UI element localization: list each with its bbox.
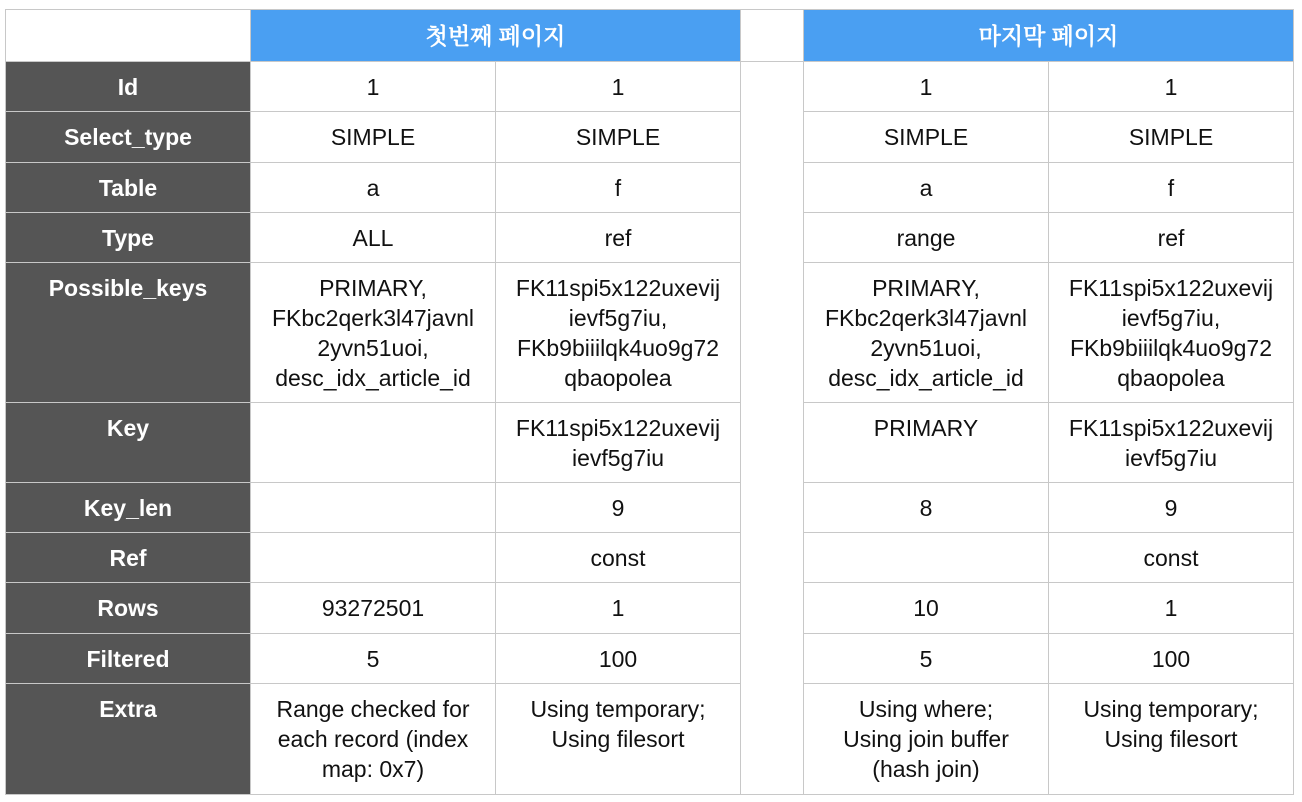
table-cell: FK11spi5x122uxevij ievf5g7iu (1049, 403, 1294, 483)
first-page-header: 첫번째 페이지 (251, 10, 741, 62)
table-row (6, 62, 1294, 112)
table-cell: Using where; Using join buffer (hash join) (804, 684, 1049, 795)
row-label: Extra (6, 684, 251, 795)
table-row (6, 684, 1294, 795)
table-cell: 100 (1049, 634, 1294, 684)
table-cell (251, 533, 496, 583)
table-cell: 5 (251, 634, 496, 684)
row-label: Ref (6, 533, 251, 583)
table-row (6, 112, 1294, 163)
row-label: Key_len (6, 483, 251, 533)
table-cell: 5 (804, 634, 1049, 684)
table-row (6, 583, 1294, 634)
row-label: Id (6, 62, 251, 112)
table-cell: Using temporary; Using filesort (496, 684, 741, 795)
table-row (6, 263, 1294, 403)
table-row (6, 634, 1294, 684)
table-cell: a (251, 163, 496, 213)
table-cell: 9 (1049, 483, 1294, 533)
table-cell (251, 483, 496, 533)
table-cell (251, 403, 496, 483)
row-label: Table (6, 163, 251, 213)
table-cell: FK11spi5x122uxevij ievf5g7iu, FKb9biiilqk4uo9g72 qbaopolea (1049, 263, 1294, 403)
table-row (6, 403, 1294, 483)
table-cell: 1 (1049, 583, 1294, 634)
spacer-cell (741, 10, 804, 62)
table-cell: ref (1049, 213, 1294, 263)
table-cell: f (1049, 163, 1294, 213)
last-page-header: 마지막 페이지 (804, 10, 1294, 62)
row-label: Possible_keys (6, 263, 251, 403)
table-cell: 9 (496, 483, 741, 533)
table-cell: Range checked for each record (index map: 0x7) (251, 684, 496, 795)
table-cell: a (804, 163, 1049, 213)
header-row (6, 10, 1294, 62)
table-cell: PRIMARY, FKbc2qerk3l47javnl 2yvn51uoi, desc_idx_article_id (804, 263, 1049, 403)
table-cell: range (804, 213, 1049, 263)
table-cell: const (1049, 533, 1294, 583)
table-cell: PRIMARY, FKbc2qerk3l47javnl 2yvn51uoi, desc_idx_article_id (251, 263, 496, 403)
table-cell: ref (496, 213, 741, 263)
table-cell: 8 (804, 483, 1049, 533)
table-cell: f (496, 163, 741, 213)
table-cell: 1 (251, 62, 496, 112)
corner-cell (6, 10, 251, 62)
table-cell: ALL (251, 213, 496, 263)
table-cell: SIMPLE (804, 112, 1049, 163)
table-cell: 93272501 (251, 583, 496, 634)
row-label: Filtered (6, 634, 251, 684)
table-cell: FK11spi5x122uxevij ievf5g7iu (496, 403, 741, 483)
table-cell: const (496, 533, 741, 583)
table-row (6, 483, 1294, 533)
table-cell: Using temporary; Using filesort (1049, 684, 1294, 795)
row-label: Rows (6, 583, 251, 634)
table-cell: PRIMARY (804, 403, 1049, 483)
row-label: Key (6, 403, 251, 483)
table-cell: 1 (496, 583, 741, 634)
row-label: Type (6, 213, 251, 263)
table-row (6, 533, 1294, 583)
table-cell: SIMPLE (496, 112, 741, 163)
explain-comparison-table (5, 9, 1294, 795)
row-label: Select_type (6, 112, 251, 163)
table-cell: SIMPLE (251, 112, 496, 163)
table-row (6, 213, 1294, 263)
table-cell: 1 (804, 62, 1049, 112)
table-cell: 10 (804, 583, 1049, 634)
table-cell: FK11spi5x122uxevij ievf5g7iu, FKb9biiilqk4uo9g72 qbaopolea (496, 263, 741, 403)
table-cell: 100 (496, 634, 741, 684)
table-cell (804, 533, 1049, 583)
spacer-cell (741, 62, 804, 795)
table-cell: 1 (496, 62, 741, 112)
table-row (6, 163, 1294, 213)
table-cell: 1 (1049, 62, 1294, 112)
table-cell: SIMPLE (1049, 112, 1294, 163)
